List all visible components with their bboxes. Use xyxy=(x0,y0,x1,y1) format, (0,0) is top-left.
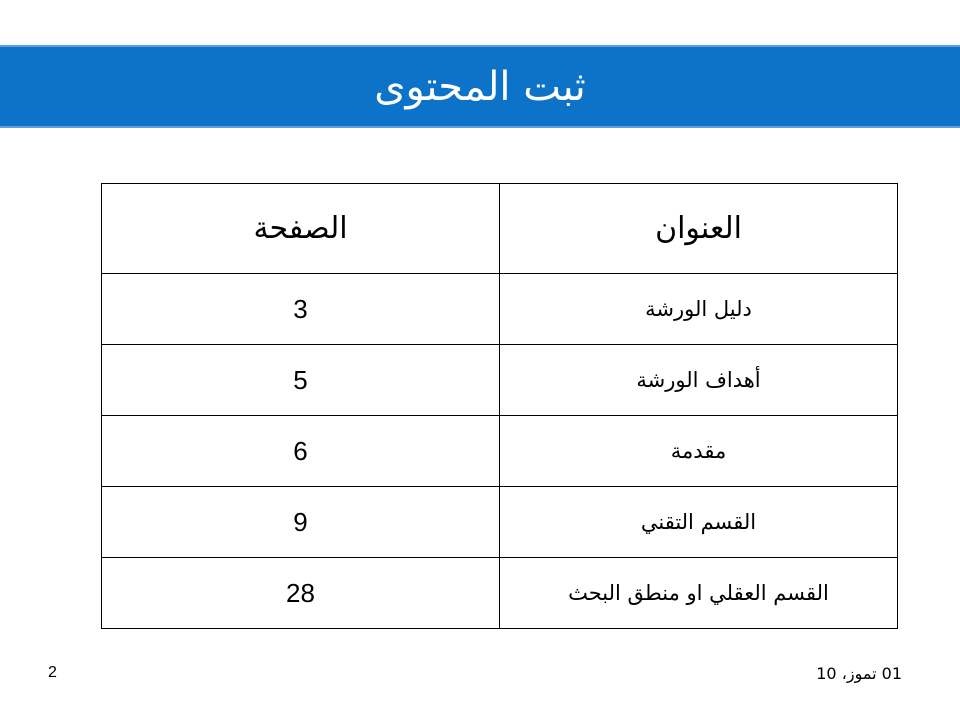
table-row xyxy=(102,487,898,558)
footer-date: 01 تموز، 10 xyxy=(816,664,902,683)
header-page: الصفحة xyxy=(102,184,500,274)
table-row xyxy=(102,345,898,416)
table-header-row xyxy=(102,184,898,274)
slide-title: ثبت المحتوى xyxy=(374,63,586,110)
row-title: أهداف الورشة xyxy=(500,345,898,416)
row-page: 6 xyxy=(102,416,500,487)
row-page: 5 xyxy=(102,345,500,416)
row-title: مقدمة xyxy=(500,416,898,487)
footer-page-number: 2 xyxy=(48,664,57,681)
contents-table xyxy=(101,183,898,629)
row-page: 28 xyxy=(102,558,500,629)
header-title: العنوان xyxy=(500,184,898,274)
title-bar xyxy=(0,45,960,128)
table-row xyxy=(102,274,898,345)
row-title: دليل الورشة xyxy=(500,274,898,345)
table-row xyxy=(102,416,898,487)
table-row xyxy=(102,558,898,629)
row-page: 9 xyxy=(102,487,500,558)
row-page: 3 xyxy=(102,274,500,345)
row-title: القسم التقني xyxy=(500,487,898,558)
row-title: القسم العقلي او منطق البحث xyxy=(500,558,898,629)
